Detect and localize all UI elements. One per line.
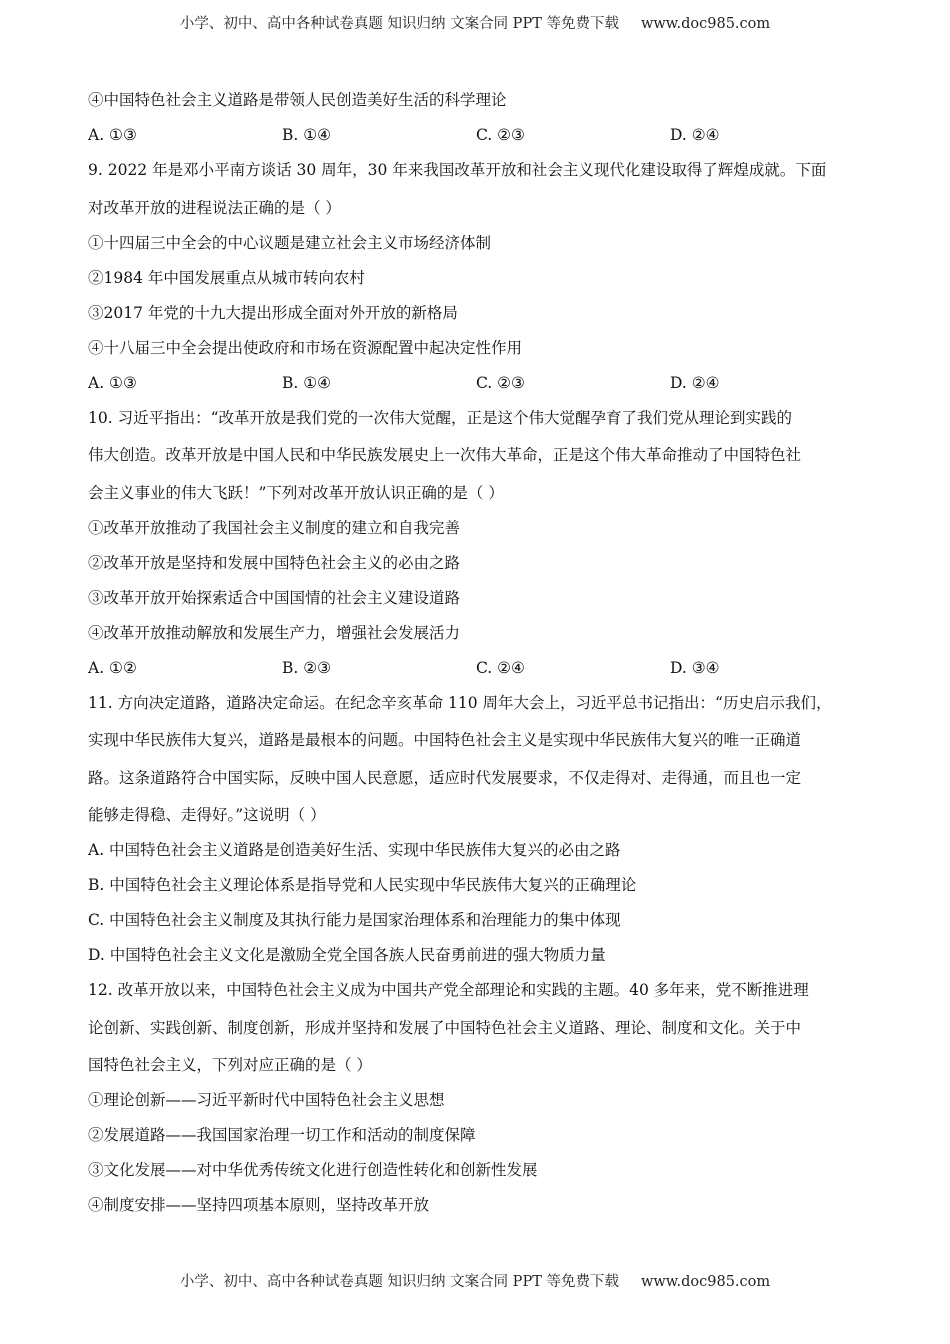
q9-option-c[interactable]: C. ②③ [476, 373, 525, 392]
q10-item-3: ③改革开放开始探索适合中国国情的社会主义建设道路 [88, 588, 461, 607]
q9-item-3: ③2017 年党的十九大提出形成全面对外开放的新格局 [88, 303, 458, 322]
page-footer [0, 1270, 950, 1291]
q11-choice-a[interactable]: A. 中国特色社会主义道路是创造美好生活、实现中华民族伟大复兴的必由之路 [88, 841, 621, 859]
q9-item-1: ①十四届三中全会的中心议题是建立社会主义市场经济体制 [88, 233, 492, 252]
q11-stem-line-4: 能够走得稳、走得好。”这说明（ ） [88, 806, 326, 824]
q8-item-4: ④中国特色社会主义道路是带领人民创造美好生活的科学理论 [88, 91, 507, 109]
q11-stem-line-1: 11. 方向决定道路，道路决定命运。在纪念辛亥革命 110 周年大会上，习近平总书记指出：“历史启示我们， [88, 693, 832, 712]
q10-stem-line-3: 会主义事业的伟大飞跃！”下列对改革开放认识正确的是（ ） [88, 483, 504, 502]
q10-item-2: ②改革开放是坚持和发展中国特色社会主义的必由之路 [88, 553, 461, 572]
q11-stem-line-3: 路。这条道路符合中国实际，反映中国人民意愿，适应时代发展要求，不仅走得对、走得通，而且也一定 [88, 768, 802, 787]
q8-option-a[interactable]: A. ①③ [88, 126, 137, 144]
q10-options [88, 656, 878, 691]
footer-text: 小学、初中、高中各种试卷真题 知识归纳 文案合同 PPT 等免费下载 [179, 1274, 619, 1290]
q11-choice-b[interactable]: B. 中国特色社会主义理论体系是指导党和人民实现中华民族伟大复兴的正确理论 [88, 876, 637, 894]
q9-item-4: ④十八届三中全会提出使政府和市场在资源配置中起决定性作用 [88, 338, 523, 357]
header-url[interactable]: www.doc985.com [640, 16, 771, 32]
q12-item-3: ③文化发展——对中华优秀传统文化进行创造性转化和创新性发展 [88, 1161, 538, 1179]
q10-stem-line-2: 伟大创造。改革开放是中国人民和中华民族发展史上一次伟大革命，正是这个伟大革命推动了中国特色社 [88, 446, 802, 464]
q8-option-c[interactable]: C. ②③ [476, 126, 525, 144]
q9-option-d[interactable]: D. ②④ [670, 373, 720, 392]
q11-stem-line-2: 实现中华民族伟大复兴，道路是最根本的问题。中国特色社会主义是实现中华民族伟大复兴的唯一正确道 [88, 731, 802, 749]
q12-item-1: ①理论创新——习近平新时代中国特色社会主义思想 [88, 1091, 445, 1109]
q10-item-1: ①改革开放推动了我国社会主义制度的建立和自我完善 [88, 518, 461, 537]
q9-stem-line-2: 对改革开放的进程说法正确的是（ ） [88, 198, 341, 217]
q10-option-c[interactable]: C. ②④ [476, 658, 525, 677]
q12-stem-line-2: 论创新、实践创新、制度创新，形成并坚持和发展了中国特色社会主义道路、理论、制度和文化。关于中 [88, 1018, 802, 1037]
q11-choice-d[interactable]: D. 中国特色社会主义文化是激励全党全国各族人民奋勇前进的强大物质力量 [88, 946, 606, 964]
q10-stem-line-1: 10. 习近平指出：“改革开放是我们党的一次伟大觉醒，正是这个伟大觉醒孕育了我们党从理论到实践的 [88, 408, 793, 427]
q12-item-4: ④制度安排——坚持四项基本原则，坚持改革开放 [88, 1196, 430, 1214]
q9-option-a[interactable]: A. ①③ [88, 373, 137, 392]
q12-stem-line-3: 国特色社会主义，下列对应正确的是（ ） [88, 1056, 372, 1074]
header-text: 小学、初中、高中各种试卷真题 知识归纳 文案合同 PPT 等免费下载 [179, 16, 619, 32]
q8-option-d[interactable]: D. ②④ [670, 126, 720, 144]
q8-options [88, 123, 878, 158]
q10-option-a[interactable]: A. ①② [88, 658, 137, 677]
q9-item-2: ②1984 年中国发展重点从城市转向农村 [88, 268, 365, 287]
q8-option-b[interactable]: B. ①④ [282, 126, 332, 144]
q12-stem-line-1: 12. 改革开放以来，中国特色社会主义成为中国共产党全部理论和实践的主题。40 多年来，党不断推进理 [88, 981, 809, 999]
q10-item-4: ④改革开放推动解放和发展生产力，增强社会发展活力 [88, 623, 461, 642]
footer-url[interactable]: www.doc985.com [640, 1274, 771, 1290]
page-header [0, 12, 950, 33]
q9-option-b[interactable]: B. ①④ [282, 373, 332, 392]
q12-item-2: ②发展道路——我国国家治理一切工作和活动的制度保障 [88, 1126, 476, 1144]
exam-content [88, 88, 878, 1228]
q9-stem-line-1: 9. 2022 年是邓小平南方谈话 30 周年，30 年来我国改革开放和社会主义现代化建设取得了辉煌成就。下面 [88, 161, 827, 179]
q9-options [88, 371, 878, 406]
q11-choice-c[interactable]: C. 中国特色社会主义制度及其执行能力是国家治理体系和治理能力的集中体现 [88, 911, 621, 929]
q10-option-d[interactable]: D. ③④ [670, 658, 720, 677]
q10-option-b[interactable]: B. ②③ [282, 658, 332, 677]
